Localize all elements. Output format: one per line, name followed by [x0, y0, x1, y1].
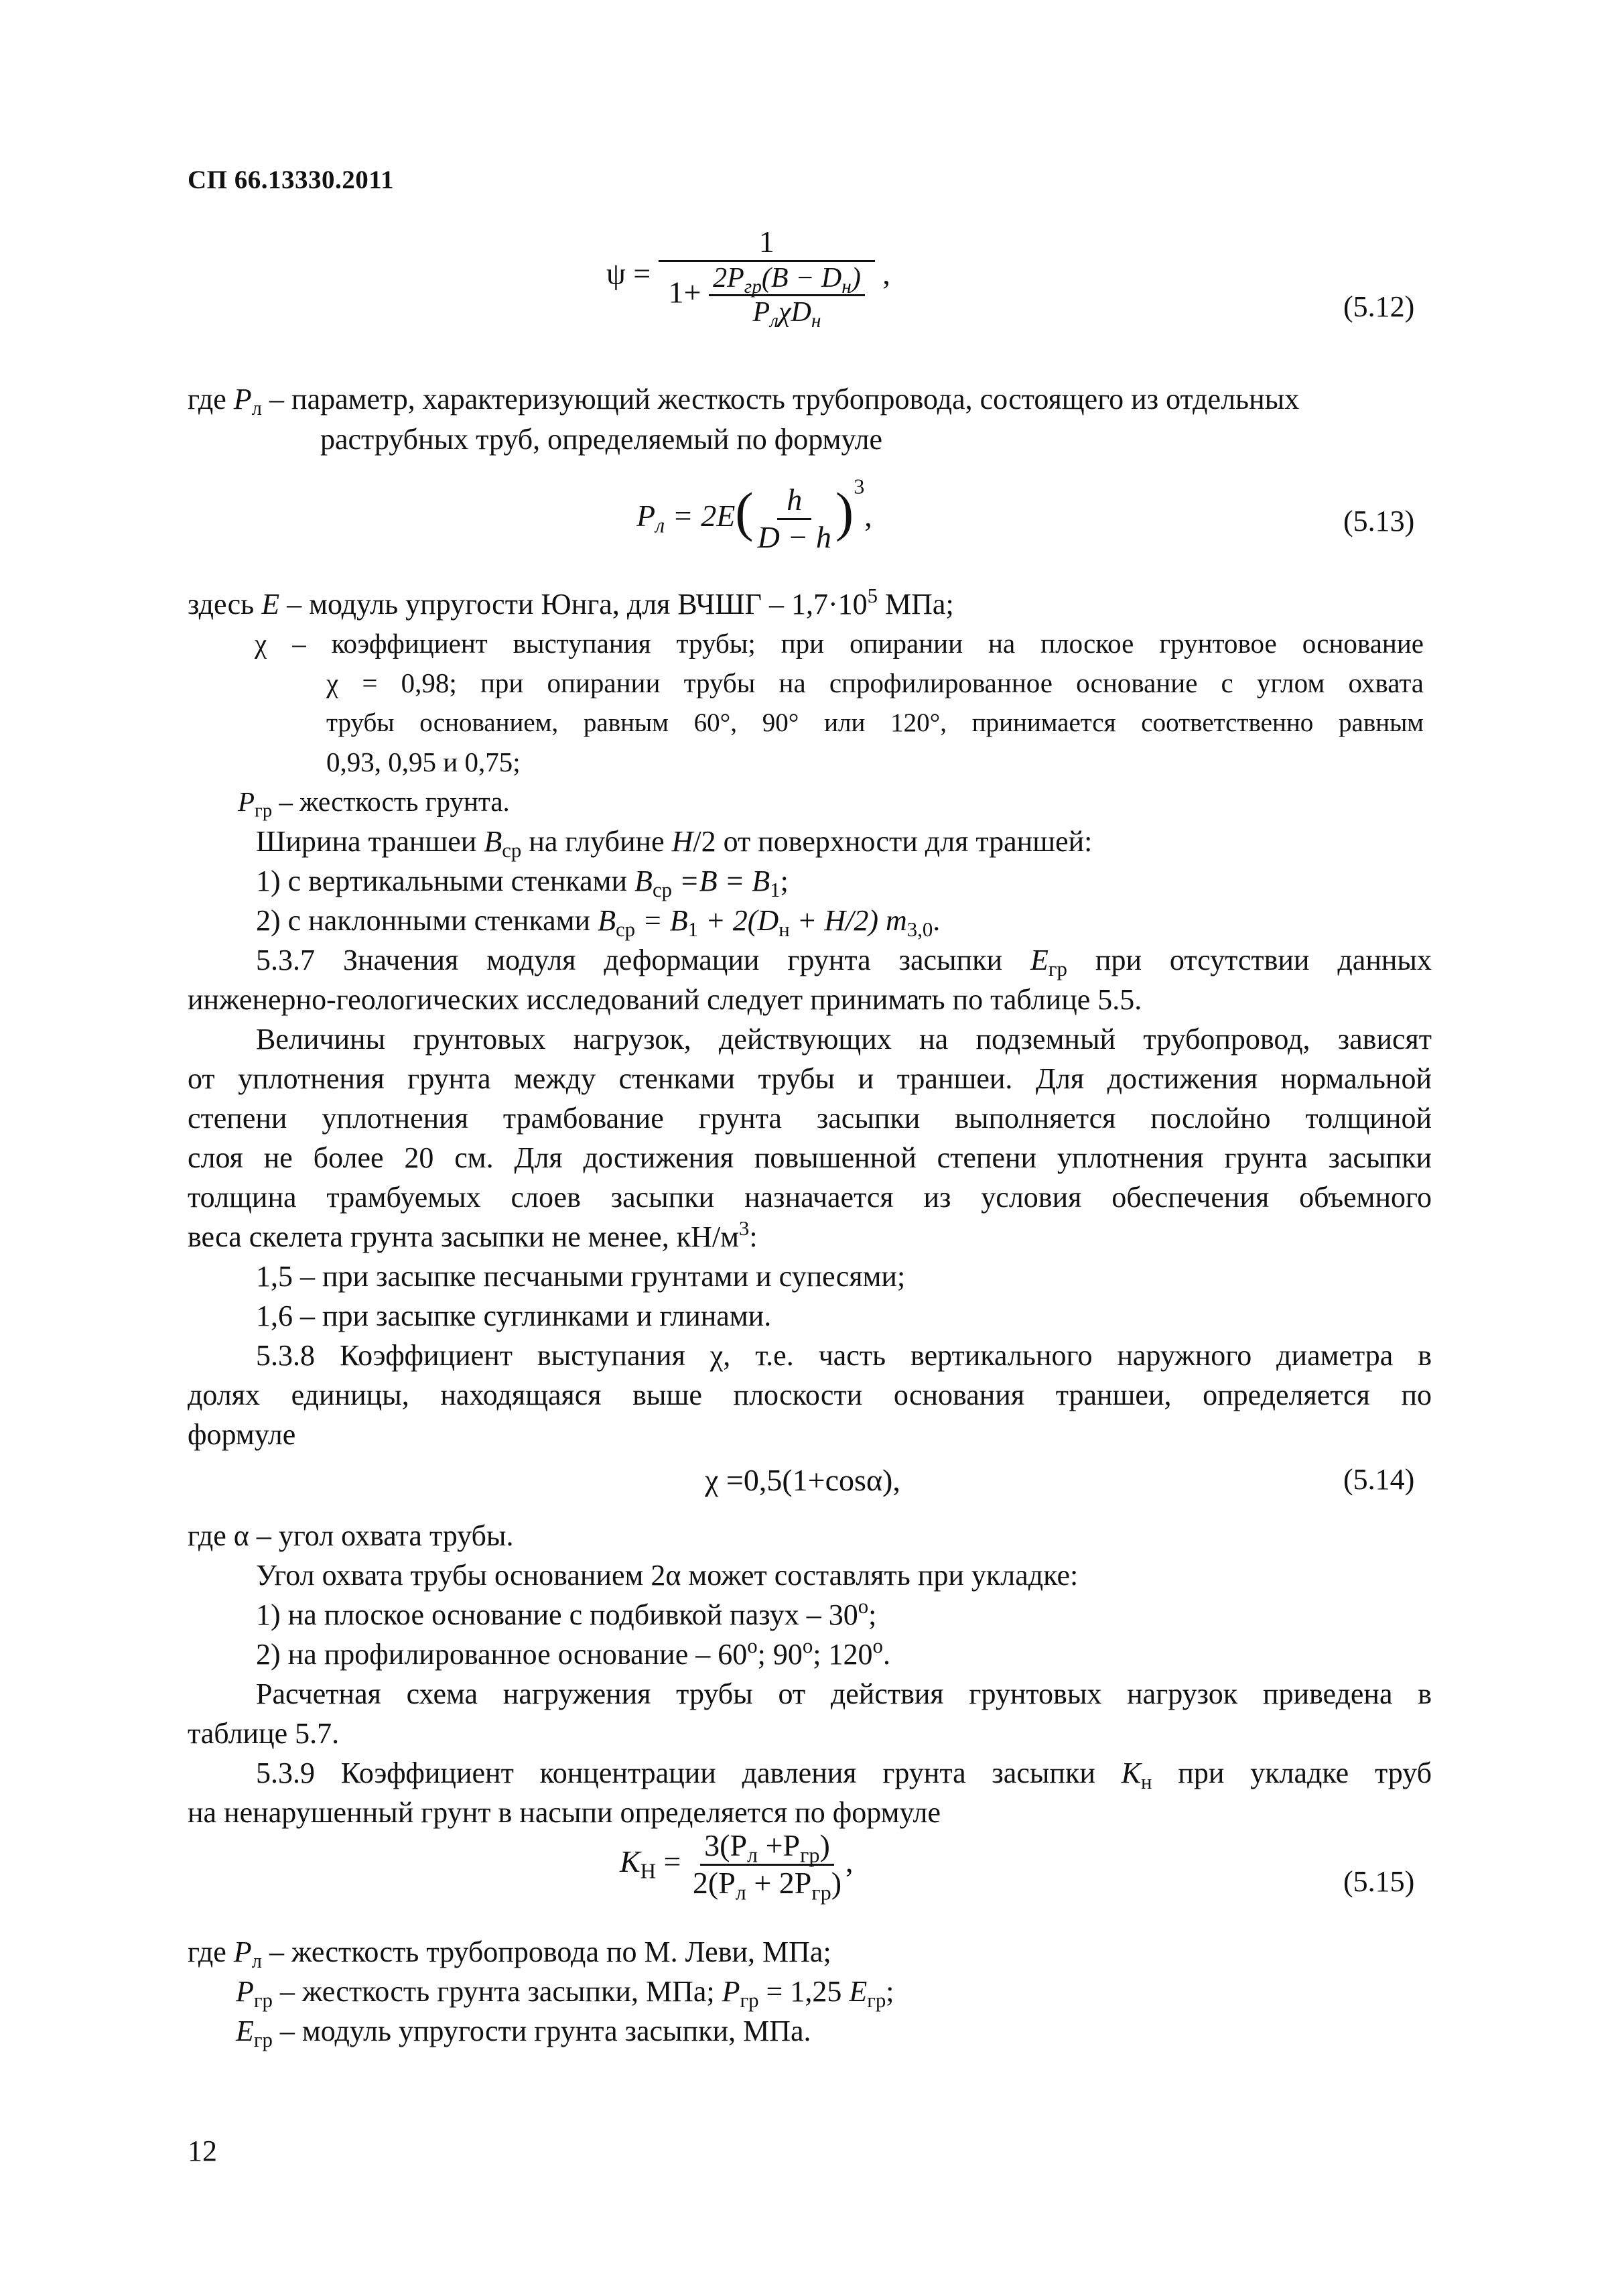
text-line: на ненарушенный грунт в насыпи определяется по формуле: [188, 1796, 941, 1829]
eq-denominator: $2(P_л + 2P_{гр})$: [692, 1865, 842, 1905]
text-line: степени уплотнения трамбование грунта засыпки выполняется послойно толщиной: [188, 1102, 1432, 1135]
equation-5-15: $K_Н$ = $\frac{3(P_л +P_{гр})}{2(P_л + 2P_{гр})}$ ,: [620, 1828, 854, 1905]
text-line: таблице 5.7.: [188, 1717, 340, 1750]
text-line: трубы основанием, равным 60°, 90° или 120°, принимается соответственно равным: [326, 708, 1424, 737]
eq-comma: ,: [882, 256, 890, 291]
text-line: слоя не более 20 см. Для достижения повышенной степени уплотнения грунта засыпки: [188, 1141, 1432, 1174]
definition-chi: χ – коэффициент выступания трубы; при опирании на плоское грунтовое основание: [255, 628, 1424, 659]
eq-inner-fraction: [709, 262, 865, 332]
text-line: от уплотнения грунта между стенками трубы и траншеи. Для достижения нормальной: [188, 1062, 1432, 1095]
equation-5-13: $P_л = 2E$( $\frac{h}{D - h}$ )$^3$,: [636, 474, 872, 554]
page-number: 12: [188, 2134, 217, 2167]
definition-e: здесь E – модуль упругости Юнга, для ВЧШГ – $1,7\cdot 10^5$ МПа;: [188, 584, 954, 621]
eq-denominator: [665, 262, 869, 332]
equation-5-14: χ =0,5(1+cosα),: [705, 1463, 900, 1497]
equation-number-5-14: (5.14): [1343, 1463, 1415, 1496]
text-line: веса скелета грунта засыпки не менее, $кН/м^3$:: [188, 1217, 758, 1253]
equation-number-5-12: (5.12): [1343, 290, 1415, 323]
text-line: 2) с наклонными стенками $B_{ср} = B_1 + 2(D_н + H/2)$ $m_{3,0}$.: [256, 904, 941, 942]
text-line: χ = 0,98; при опирании трубы на спрофилированное основание с углом охвата: [326, 667, 1424, 698]
eq-one-plus: 1+: [668, 275, 701, 310]
text-line: инженерно-геологических исследований следует принимать по таблице 5.5.: [188, 983, 1142, 1016]
text-line: 1) на плоское основание с подбивкой пазух – 30$^o$;: [256, 1595, 877, 1631]
text-line: 2) на профилированное основание – 60$^o$; 90$^o$; 120$^o$.: [256, 1635, 890, 1671]
text-line: 1,5 – при засыпке песчаными грунтами и супесями;: [256, 1260, 906, 1293]
section-5-3-9: 5.3.9 Коэффициент концентрации давления грунта засыпки $K_н$ при укладке труб: [256, 1757, 1432, 1794]
eq-numerator: $3(P_л +P_{гр})$: [700, 1828, 834, 1866]
eq-numerator: 1: [659, 225, 875, 262]
equation-number-5-13: (5.13): [1343, 505, 1415, 537]
section-5-3-7: 5.3.7 Значения модуля деформации грунта засыпки $E_{гр}$ при отсутствии данных: [256, 944, 1432, 981]
eq-inner-denominator: $P_л\chi D_н$: [752, 297, 821, 332]
text-line: 0,93, 0,95 и 0,75;: [326, 747, 521, 777]
definition-pgr2: $P_{гр}$ – жесткость грунта засыпки, МПа; $P_{гр} = 1,25$ $E_{гр}$;: [236, 1975, 894, 2013]
definition-egr: $E_{гр}$ – модуль упругости грунта засыпки, МПа.: [236, 2015, 811, 2052]
eq-fraction: [689, 1828, 846, 1905]
text-line: толщина трамбуемых слоев засыпки назначается из условия обеспечения объемного: [188, 1181, 1432, 1214]
equation-5-12: [606, 225, 890, 332]
text-line: где α – угол охвата трубы.: [188, 1519, 514, 1552]
text-line: Величины грунтовых нагрузок, действующих на подземный трубопровод, зависят: [256, 1023, 1432, 1056]
text-line: долях единицы, находящаяся выше плоскости основания траншеи, определяется по: [188, 1379, 1432, 1411]
text-line: Угол охвата трубы основанием 2α может составлять при укладке:: [256, 1559, 1079, 1592]
section-5-3-8: 5.3.8 Коэффициент выступания χ, т.е. часть вертикального наружного диаметра в: [256, 1339, 1432, 1372]
eq-inner-numerator: $2P_{гр}(B - D_н)$: [709, 262, 865, 296]
text-line: где $P_л$ – параметр, характеризующий жесткость трубопровода, состоящего из отдельных: [188, 383, 1300, 420]
eq-lhs: ψ =: [606, 256, 651, 291]
text-line: Ширина траншеи $B_{ср}$ на глубине H/2 от поверхности для траншей:: [256, 825, 1093, 863]
text-line: 1,6 – при засыпке суглинками и глинами.: [256, 1299, 772, 1332]
text-line: 1) с вертикальными стенками $B_{ср} =B = B_1$;: [256, 865, 789, 902]
text-line: Расчетная схема нагружения трубы от действия грунтовых нагрузок приведена в: [256, 1677, 1432, 1710]
equation-number-5-15: (5.15): [1343, 1865, 1415, 1898]
document-code-header: СП 66.13330.2011: [188, 166, 395, 194]
text-line: раструбных труб, определяемый по формуле: [320, 423, 883, 456]
definition-pl: где $P_л$ – жесткость трубопровода по М. Леви, МПа;: [188, 1935, 831, 1973]
text-line: формуле: [188, 1418, 296, 1451]
definition-pgr: $P_{гр}$ – жесткость грунта.: [238, 786, 510, 822]
eq-fraction: $\frac{h}{D - h}$: [757, 483, 831, 554]
eq-main-fraction: [659, 225, 875, 332]
